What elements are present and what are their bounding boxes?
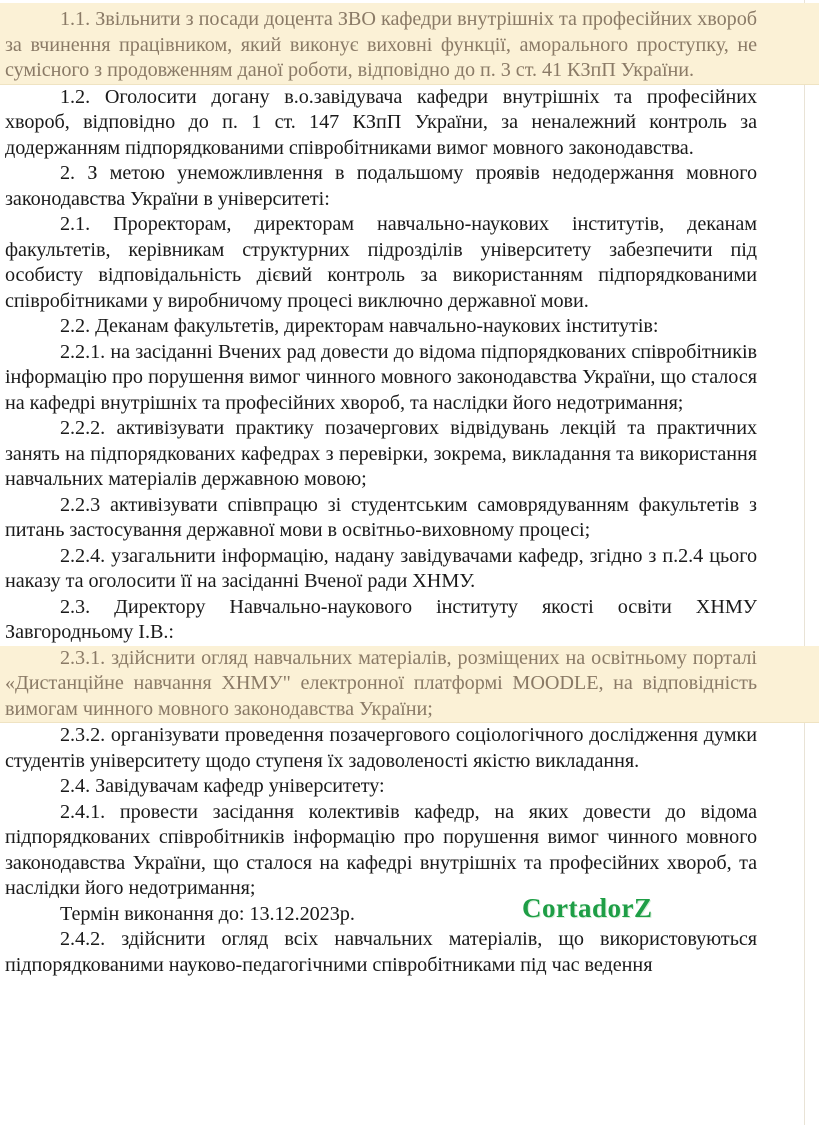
paragraph-2-2-4: 2.2.4. узагальнити інформацію, надану завідувачами кафедр, згідно з п.2.4 цього наказу та оголосити її на засіданні Вченої ради ХНМУ. xyxy=(5,544,757,592)
paragraph-2-3-2: 2.3.2. організувати проведення позачергового соціологічного дослідження думки студентів університету щодо ступеня їх задоволеності якістю викладання. xyxy=(5,724,757,772)
paragraph-1-2: 1.2. Оголосити догану в.о.завідувача кафедри внутрішніх та професійних хвороб, відповідно до п. 1 ст. 147 КЗпП України, за неналежний контроль за додержанням підпорядкованими співробітниками вимог мовного законодавства. xyxy=(5,85,757,159)
paragraph-2: 2. З метою унеможливлення в подальшому проявів недодержання мовного законодавства України в університеті: xyxy=(5,162,757,210)
paragraph-2-3: 2.3. Директору Навчально-наукового інституту якості освіти ХНМУ Завгородньому І.В.: xyxy=(5,595,757,643)
paragraph-2-4: 2.4. Завідувачам кафедр університету: xyxy=(60,775,385,797)
paragraph-2-1: 2.1. Проректорам, директорам навчально-наукових інститутів, деканам факультетів, керівникам структурних підрозділів університету забезпечити під особисту відповідальність дієвий контроль за використанням підпорядкованими співробітниками у виробничому процесі виключно державної мови. xyxy=(5,213,757,312)
paragraph-2-2-2: 2.2.2. активізувати практику позачергових відвідувань лекцій та практичних занять на підпорядкованих кафедрах з перевірки, зокрема, викладання та використання навчальних матеріалів державною мовою; xyxy=(5,417,757,490)
document-body xyxy=(0,3,819,978)
paragraph-2-2-3: 2.2.3 активізувати співпрацю зі студентським самоврядуванням факультетів з питань застосування державної мови в освітньо-виховному процесі; xyxy=(5,493,757,541)
deadline-line: Термін виконання до: 13.12.2023р. xyxy=(60,902,355,925)
watermark-text: CortadorZ xyxy=(522,893,653,923)
paragraph-2-2-1: 2.2.1. на засіданні Вчених рад довести до відома підпорядкованих співробітників інформацію про порушення вимог чинного мовного законодавства України, що сталося на кафедрі внутрішніх та професійних хвороб, та наслідки його недотримання; xyxy=(5,340,757,414)
paragraph-2-2: 2.2. Деканам факультетів, директорам навчально-наукових інститутів: xyxy=(60,315,659,337)
paragraph-2-4-1: 2.4.1. провести засідання колективів кафедр, на яких довести до відома підпорядкованих співробітників інформацію про порушення вимог чинного мовного законодавства України, що сталося на кафедрі внутрішніх та професійних хвороб, та наслідки його недотримання; xyxy=(5,800,757,899)
paragraph-2-4-2: 2.4.2. здійснити огляд всіх навчальних матеріалів, що використовуються підпорядкованими науково-педагогічними співробітниками під час ведення xyxy=(5,928,757,976)
paragraph-2-3-1: 2.3.1. здійснити огляд навчальних матеріалів, розміщених на освітньому порталі «Дистанційне навчання ХНМУ" електронної платформі MOODLE, на відповідність вимогам чинного мовного законодавства України; xyxy=(0,646,819,723)
paragraph-1-1: 1.1. Звільнити з посади доцента ЗВО кафедри внутрішніх та професійних хвороб за вчинення працівником, який виконує виховні функції, аморального проступку, не сумісного з продовженням даної роботи, відповідно до п. 3 ст. 41 КЗпП України. xyxy=(0,3,819,84)
